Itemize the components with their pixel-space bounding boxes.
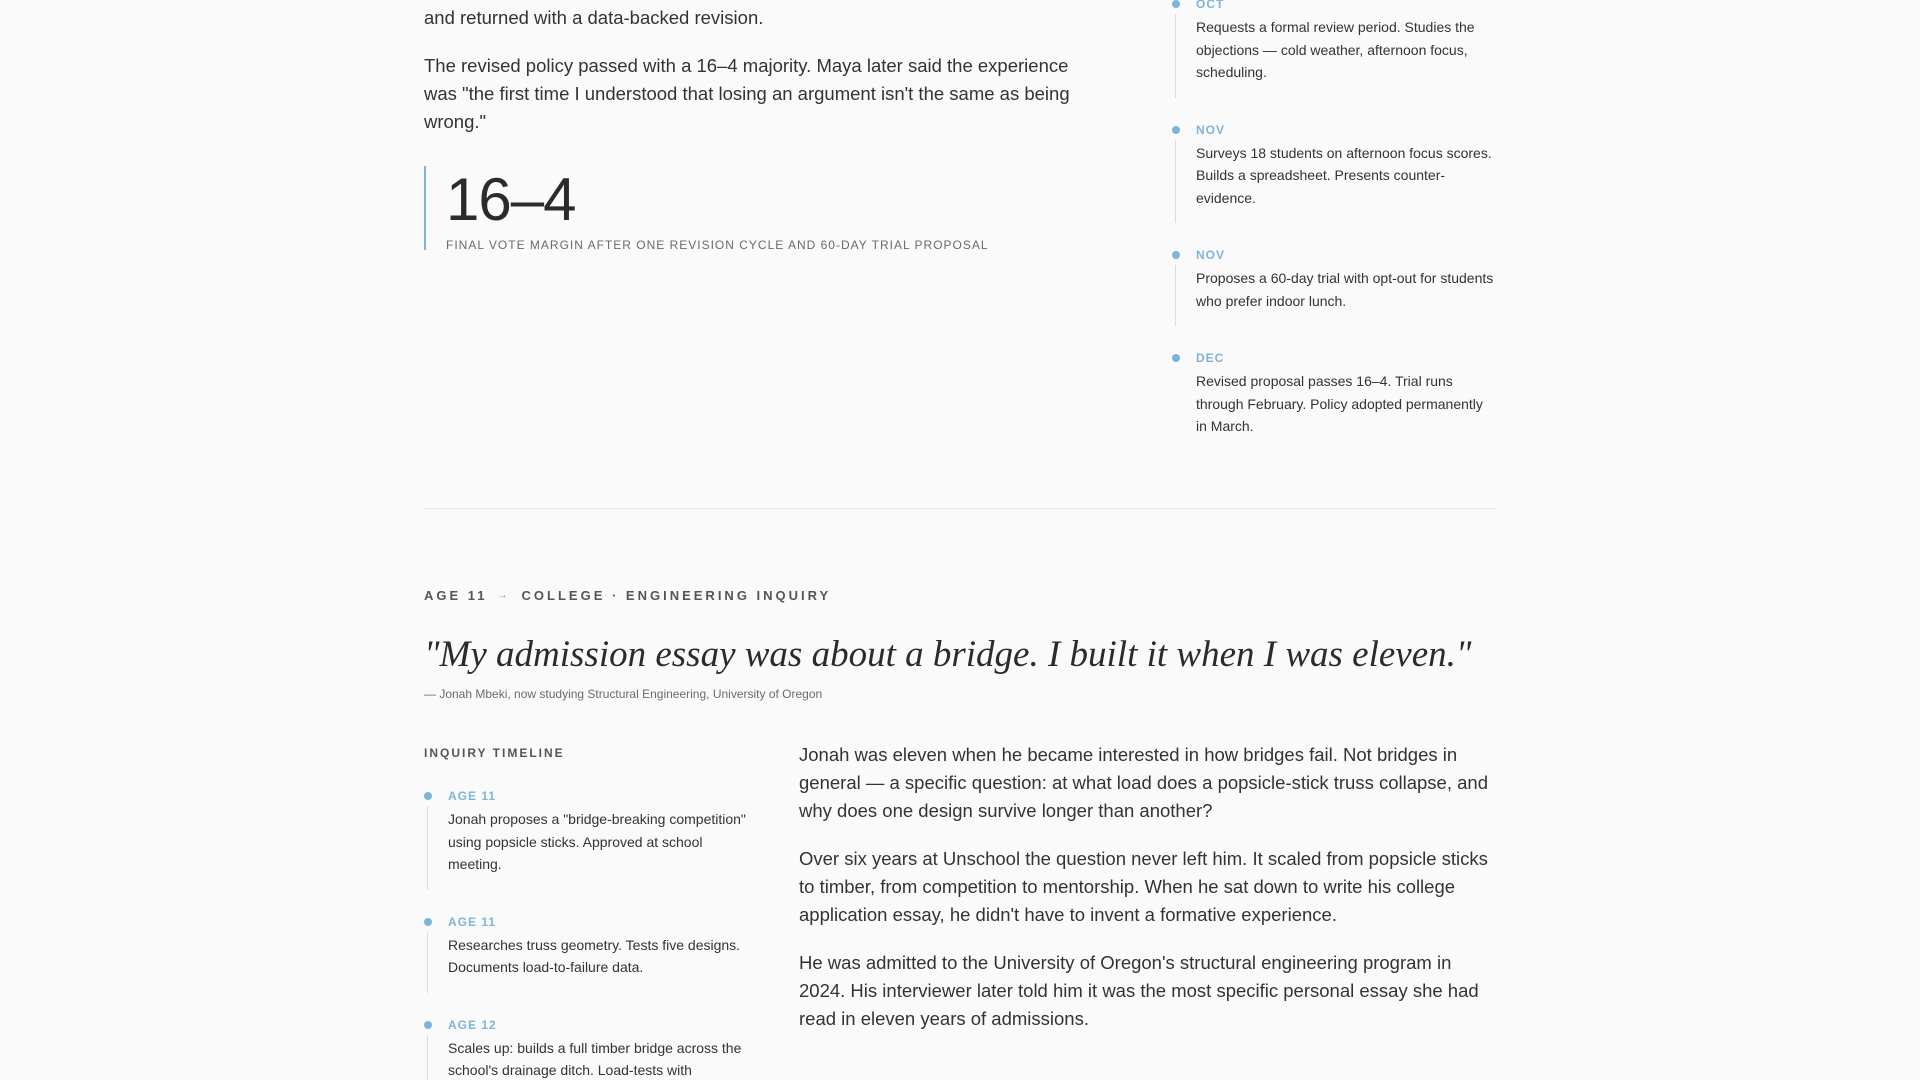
arrow-right-icon: → [497,590,508,601]
timeline-text: Researches truss geometry. Tests five designs. Documents load-to-failure data. [448,936,741,975]
quote-attribution: — Jonah Mbeki, now studying Structural Engineering, University of Oregon [424,687,823,701]
jonah-story-section [424,588,1496,1080]
timeline-date: OCT [1196,0,1225,11]
timeline-dot-icon [424,1021,432,1029]
policy-timeline [1172,0,1496,476]
timeline-dot-icon [1172,0,1180,8]
timeline-date: DEC [1196,351,1225,365]
story-body [424,0,1104,476]
timeline-text: Requests a formal review period. Studies the objections — cold weather, afternoon focus, scheduling. [1196,19,1475,80]
timeline-item [1172,350,1496,452]
timeline-dot-icon [424,792,432,800]
body-paragraph: Jonah was eleven when he became interested in how bridges fail. Not bridges in general — a specific question: at what load does a popsicle-stick truss collapse, and why does one design survive longer than another? [799,744,1488,821]
body-paragraph: The revised policy passed with a 16–4 majority. Maya later said the experience was "the first time I understood that losing an argument isn't the same as being wrong." [424,55,1070,132]
timeline-dot-icon [1172,126,1180,134]
timeline-connector [1175,265,1176,326]
section-divider [424,508,1496,509]
timeline-date: AGE 12 [448,1017,497,1032]
timeline-dot-icon [1172,251,1180,259]
timeline-item [1172,122,1496,224]
timeline-item [1172,247,1496,326]
timeline-connector [427,1035,428,1080]
story-kicker [424,588,1496,603]
stat-callout [424,166,1104,250]
kicker-from: AGE 11 [424,588,488,603]
timeline-text: Proposes a 60-day trial with opt-out for students who prefer indoor lunch. [1196,270,1494,309]
body-paragraph: Over six years at Unschool the question never left him. It scaled from popsicle sticks to timber, from competition to mentorship. When he sat down to write his college application essay, he didn't have to invent a formative experience. [799,848,1488,925]
timeline-item [424,1017,748,1080]
timeline-item [424,788,748,890]
stat-label: FINAL VOTE MARGIN AFTER ONE REVISION CYCLE AND 60-DAY TRIAL PROPOSAL [446,238,989,252]
timeline-item [424,914,748,993]
pull-quote: "My admission essay was about a bridge. I built it when I was eleven." [424,634,1472,675]
timeline-text: Revised proposal passes 16–4. Trial runs through February. Policy adopted permanently in March. [1196,373,1483,434]
body-paragraph: and returned with a data-backed revision. [424,7,764,28]
timeline-connector [427,806,428,890]
maya-story-section [424,0,1496,476]
timeline-dot-icon [424,918,432,926]
story-body [799,741,1496,1080]
body-paragraph: He was admitted to the University of Oregon's structural engineering program in 2024. His interviewer later told him it was the most specific personal essay she had read in eleven years of admissions. [799,952,1479,1029]
timeline-text: Jonah proposes a "bridge-breaking competition" using popsicle sticks. Approved at school meeting. [448,811,746,872]
timeline-connector [1175,14,1176,98]
kicker-to: COLLEGE · ENGINEERING INQUIRY [521,588,832,603]
timeline-date: AGE 11 [448,914,497,929]
timeline-text: Surveys 18 students on afternoon focus scores. Builds a spreadsheet. Presents counter-evidence. [1196,144,1492,206]
timeline-date: AGE 11 [448,789,497,803]
timeline-connector [427,932,428,993]
timeline-connector [1175,140,1176,224]
timeline-heading: INQUIRY TIMELINE [424,746,565,760]
stat-value: 16–4 [446,166,576,233]
inquiry-timeline [424,741,748,1080]
timeline-item [1172,0,1496,98]
timeline-text: Scales up: builds a full timber bridge across the school's drainage ditch. Load-tests with [448,1039,742,1078]
timeline-dot-icon [1172,354,1180,362]
timeline-date: NOV [1196,248,1226,262]
timeline-date: NOV [1196,122,1226,137]
